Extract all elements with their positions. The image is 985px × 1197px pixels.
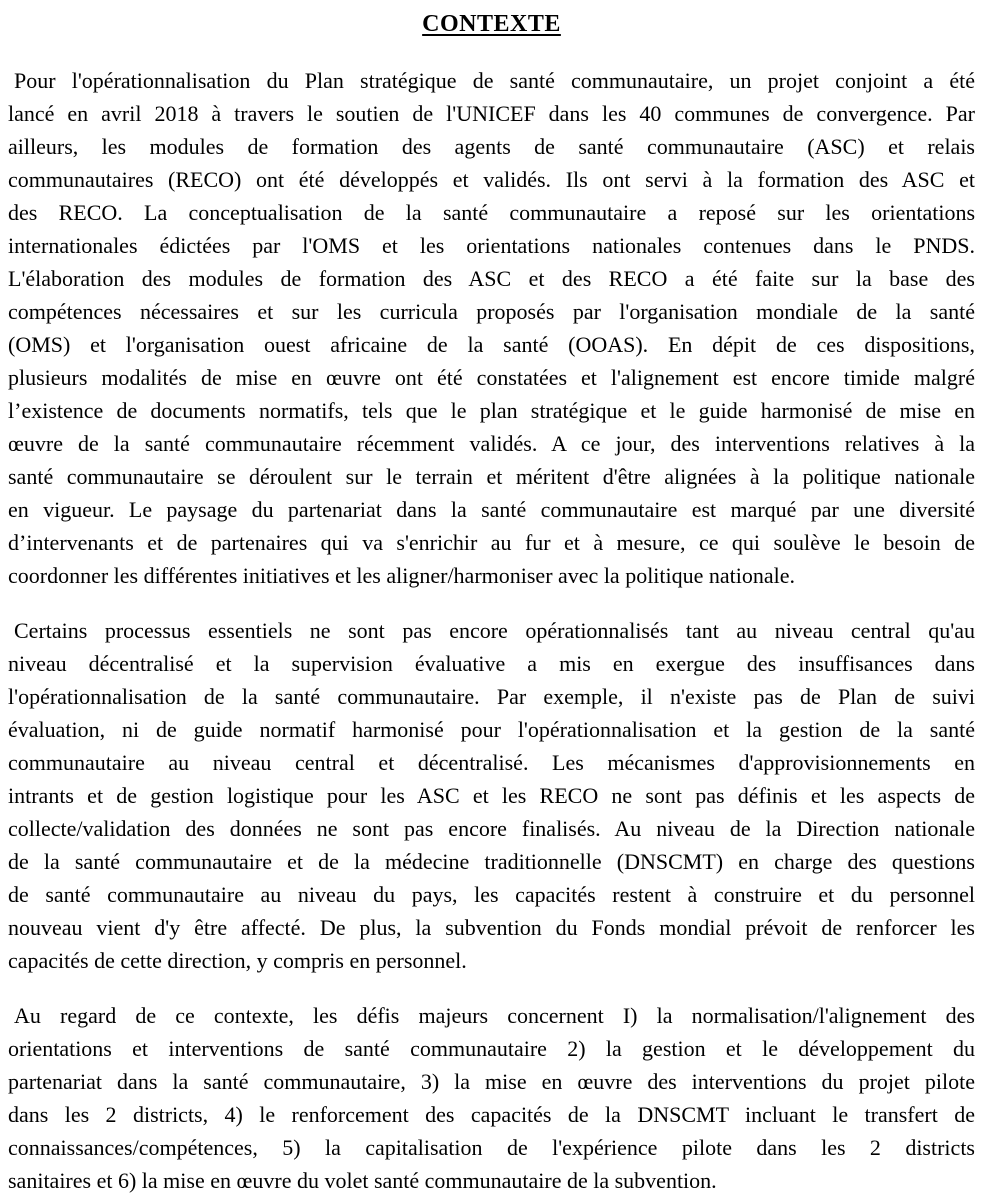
text-line: intrants et de gestion logistique pour les ASC et les RECO ne sont pas définis et les aspects de bbox=[8, 783, 975, 808]
text-line: L'élaboration des modules de formation des ASC et des RECO a été faite sur la base des bbox=[8, 266, 975, 291]
text-line: Au regard de ce contexte, les défis majeurs concernent I) la normalisation/l'alignement des bbox=[14, 1003, 975, 1028]
text-line: orientations et interventions de santé communautaire 2) la gestion et le développement du bbox=[8, 1036, 975, 1061]
text-line: santé communautaire se déroulent sur le terrain et méritent d'être alignées à la politique nationale bbox=[8, 464, 975, 489]
text-line: (OMS) et l'organisation ouest africaine de la santé (OOAS). En dépit de ces dispositions, bbox=[8, 332, 975, 357]
text-line: d’intervenants et de partenaires qui va s'enrichir au fur et à mesure, ce qui soulève le besoin de bbox=[8, 530, 975, 555]
text-line: dans les 2 districts, 4) le renforcement des capacités de la DNSCMT incluant le transfert de bbox=[8, 1102, 975, 1127]
text-line: niveau décentralisé et la supervision évaluative a mis en exergue des insuffisances dans bbox=[8, 651, 975, 676]
paragraph-defis bbox=[8, 999, 975, 1197]
text-line: nouveau vient d'y être affecté. De plus, la subvention du Fonds mondial prévoit de renforcer les bbox=[8, 915, 975, 940]
text-line: de la santé communautaire et de la médecine traditionnelle (DNSCMT) en charge des questions bbox=[8, 849, 975, 874]
text-line: en vigueur. Le paysage du partenariat dans la santé communautaire est marqué par une diversité bbox=[8, 497, 975, 522]
text-line: évaluation, ni de guide normatif harmonisé pour l'opérationnalisation et la gestion de la santé bbox=[8, 717, 975, 742]
text-line: l'opérationnalisation de la santé communautaire. Par exemple, il n'existe pas de Plan de suivi bbox=[8, 684, 975, 709]
paragraph-context-intro bbox=[8, 64, 975, 592]
text-line: internationales édictées par l'OMS et les orientations nationales contenues dans le PNDS. bbox=[8, 233, 975, 258]
text-line: communautaires (RECO) ont été développés et validés. Ils ont servi à la formation des ASC et bbox=[8, 167, 975, 192]
text-line: compétences nécessaires et sur les curricula proposés par l'organisation mondiale de la santé bbox=[8, 299, 975, 324]
text-line: Certains processus essentiels ne sont pas encore opérationnalisés tant au niveau central qu'au bbox=[14, 618, 975, 643]
text-line: ailleurs, les modules de formation des agents de santé communautaire (ASC) et relais bbox=[8, 134, 975, 159]
page-title: CONTEXTE bbox=[422, 11, 561, 37]
text-line: partenariat dans la santé communautaire, 3) la mise en œuvre des interventions du projet pilote bbox=[8, 1069, 975, 1094]
text-line: lancé en avril 2018 à travers le soutien de l'UNICEF dans les 40 communes de convergence. Par bbox=[8, 101, 975, 126]
text-line: capacités de cette direction, y compris en personnel. bbox=[8, 948, 467, 973]
text-line: connaissances/compétences, 5) la capitalisation de l'expérience pilote dans les 2 districts bbox=[8, 1135, 975, 1160]
text-line: l’existence de documents normatifs, tels que le plan stratégique et le guide harmonisé de mise en bbox=[8, 398, 975, 423]
paragraph-processus bbox=[8, 614, 975, 977]
text-line: des RECO. La conceptualisation de la santé communautaire a reposé sur les orientations bbox=[8, 200, 975, 225]
text-line: Pour l'opérationnalisation du Plan stratégique de santé communautaire, un projet conjoint a été bbox=[14, 68, 975, 93]
text-line: plusieurs modalités de mise en œuvre ont été constatées et l'alignement est encore timide malgré bbox=[8, 365, 975, 390]
text-line: collecte/validation des données ne sont pas encore finalisés. Au niveau de la Direction nationale bbox=[8, 816, 975, 841]
text-line: sanitaires et 6) la mise en œuvre du volet santé communautaire de la subvention. bbox=[8, 1168, 717, 1193]
text-line: communautaire au niveau central et décentralisé. Les mécanismes d'approvisionnements en bbox=[8, 750, 975, 775]
text-line: œuvre de la santé communautaire récemment validés. A ce jour, des interventions relatives à la bbox=[8, 431, 975, 456]
text-line: de santé communautaire au niveau du pays, les capacités restent à construire et du personnel bbox=[8, 882, 975, 907]
text-line: coordonner les différentes initiatives et les aligner/harmoniser avec la politique nationale. bbox=[8, 563, 796, 588]
